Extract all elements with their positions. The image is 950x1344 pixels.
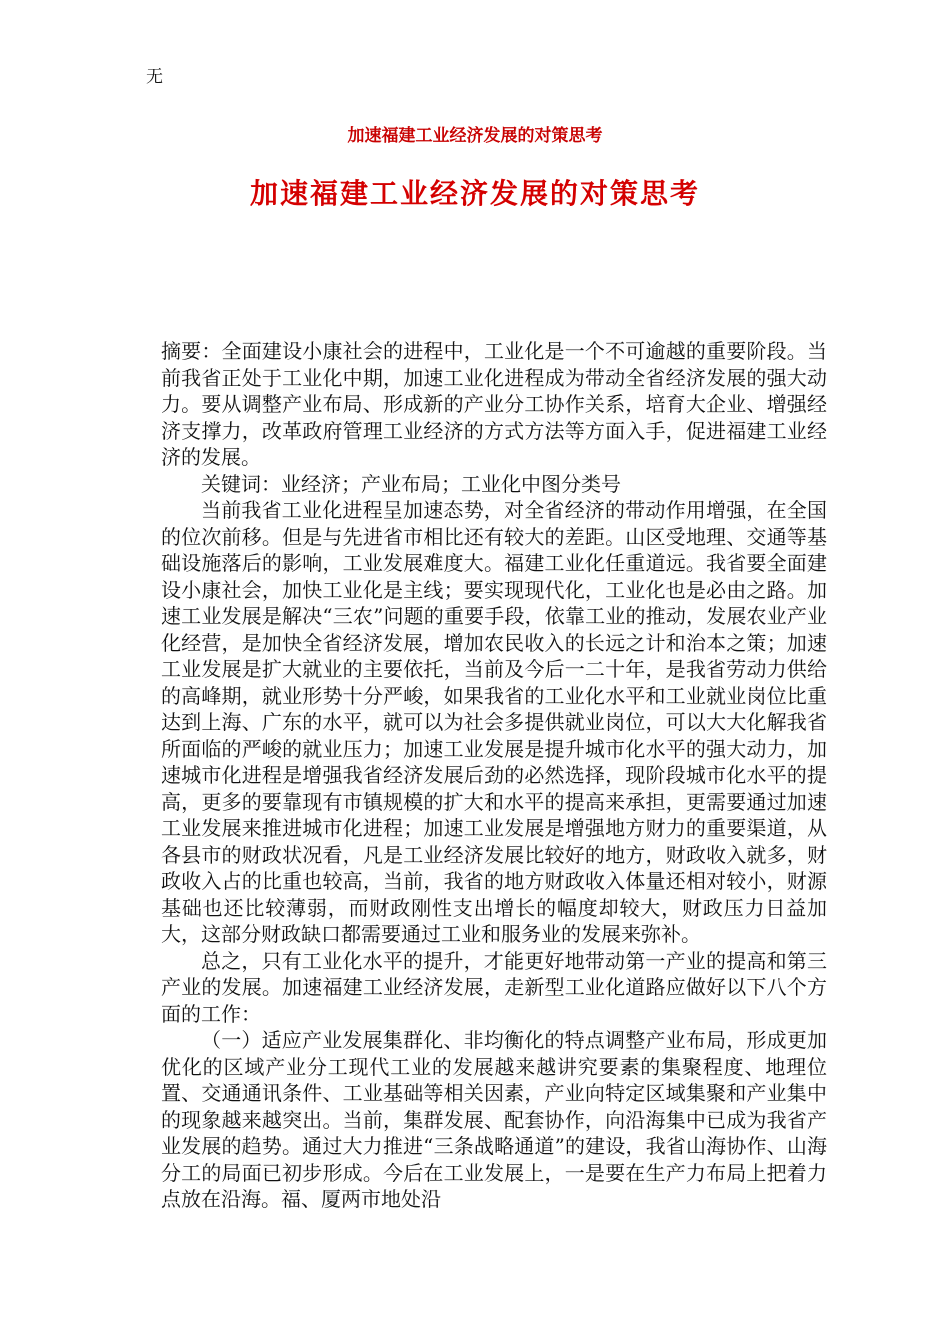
header-mark: 无 [146, 67, 163, 87]
body-paragraph: 当前我省工业化进程呈加速态势，对全省经济的带动作用增强，在全国的位次前移。但是与先进省市相比还有较大的差距。山区受地理、交通等基础设施落后的影响，工业发展难度大。福建工业化任重道远。我省要全面建设小康社会，加快工业化是主线；要实现现代化，工业化也是必由之路。加速工业发展是解决“三农”问题的重要手段，依靠工业的推动，发展农业产业化经营，是加快全省经济发展，增加农民收入的长远之计和治本之策；加速工业发展是扩大就业的主要依托，当前及今后一二十年，是我省劳动力供给的高峰期，就业形势十分严峻，如果我省的工业化水平和工业就业岗位比重达到上海、广东的水平，就可以为社会多提供就业岗位，可以大大化解我省所面临的严峻的就业压力；加速工业发展是提升城市化水平的强大动力，加速城市化进程是增强我省经济发展后劲的必然选择，现阶段城市化水平的提高，更多的要靠现有市镇规模的扩大和水平的提高来承担，更需要通过加速工业发展来推进城市化进程；加速工业发展是增强地方财力的重要渠道，从各县市的财政状况看，凡是工业经济发展比较好的地方，财政收入就多，财政收入占的比重也较高，当前，我省的地方财政收入体量还相对较小，财源基础也还比较薄弱，而财政刚性支出增长的幅度却较大，财政压力日益加大，这部分财政缺口都需要通过工业和服务业的发展来弥补。 [161, 498, 827, 946]
keywords-line: 关键词：业经济；产业布局；工业化中图分类号 [201, 471, 621, 496]
running-title: 加速福建工业经济发展的对策思考 [347, 126, 603, 146]
body-paragraph: 总之，只有工业化水平的提升，才能更好地带动第一产业的提高和第三产业的发展。加速福建工业经济发展，走新型工业化道路应做好以下八个方面的工作： [161, 948, 827, 1026]
body-paragraph: （一）适应产业发展集群化、非均衡化的特点调整产业布局，形成更加优化的区域产业分工现代工业的发展越来越讲究要素的集聚程度、地理位置、交通通讯条件、工业基础等相关因素，产业向特定区域集聚和产业集中的现象越来越突出。当前，集群发展、配套协作，向沿海集中已成为我省产业发展的趋势。通过大力推进“三条战略通道”的建设，我省山海协作、山海分工的局面已初步形成。今后在工业发展上，一是要在生产力布局上把着力点放在沿海。福、厦两市地处沿 [161, 1028, 827, 1211]
page-title: 加速福建工业经济发展的对策思考 [249, 177, 700, 210]
abstract-paragraph: 摘要：全面建设小康社会的进程中，工业化是一个不可逾越的重要阶段。当前我省正处于工业化中期，加速工业化进程成为带动全省经济发展的强大动力。要从调整产业布局、形成新的产业分工协作关系，培育大企业、增强经济支撑力，改革政府管理工业经济的方式方法等方面入手，促进福建工业经济的发展。 [161, 339, 827, 469]
document-body [161, 338, 827, 1213]
